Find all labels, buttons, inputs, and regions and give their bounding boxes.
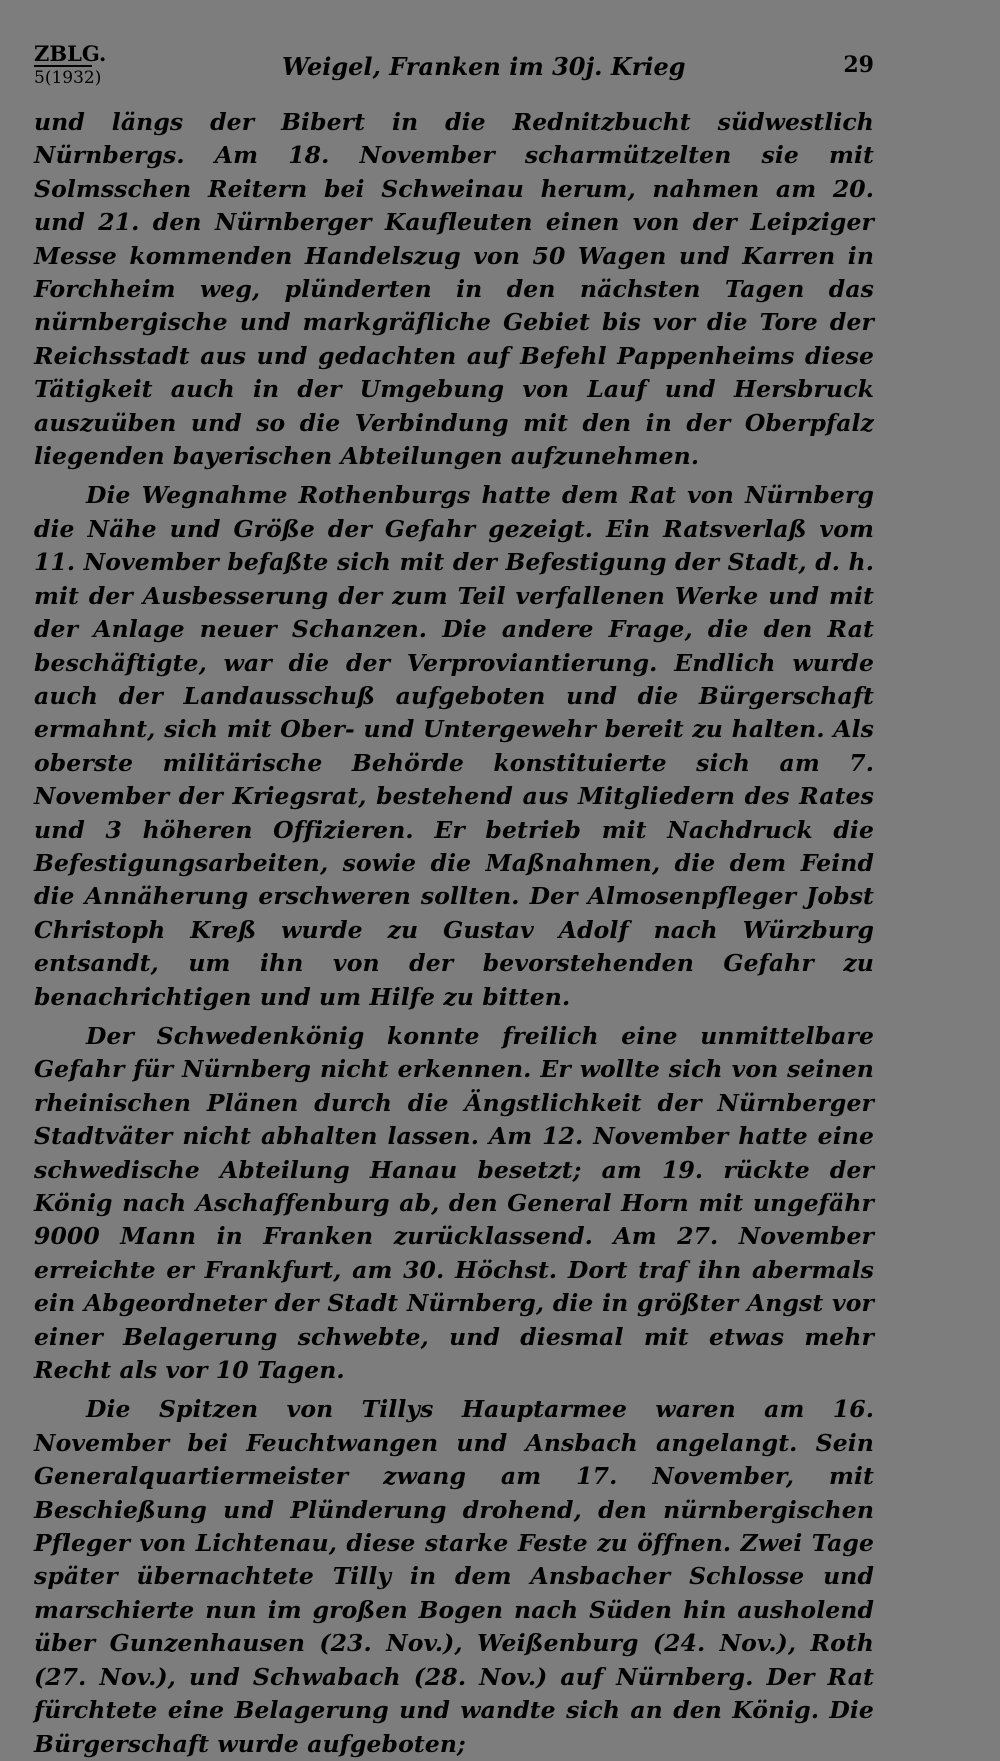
- paragraph-4: Die Spitzen von Tillys Hauptarmee waren am 16. November bei Feuchtwangen und Ansbach angelangt. Sein Generalquartiermeister zwang am 17. November, mit Beschießung und Plünderung drohend, den nürnbergischen Pfleger von Lichtenau, diese starke Feste zu öffnen. Zwei Tage später übernachtete Tilly in dem Ansbacher Schlosse und marschierte nun im großen Bogen nach Süden hin ausholend über Gunzenhausen (23. Nov.), Weißenburg (24. Nov.), Roth (27. Nov.), und Schwabach (28. Nov.) auf Nürnberg. Der Rat fürchtete eine Belagerung und wandte sich an den König. Die Bürgerschaft wurde aufgeboten;: [34, 1395, 874, 1758]
- paragraph-2: Die Wegnahme Rothenburgs hatte dem Rat von Nürnberg die Nähe und Größe der Gefahr gezeigt. Ein Ratsverlaß vom 11. November befaßte sich mit der Befestigung der Stadt, d. h. mit der Ausbesserung der zum Teil verfallenen Werke und mit der Anlage neuer Schanzen. Die andere Frage, die den Rat beschäftigte, war die der Verproviantierung. Endlich wurde auch der Landausschuß aufgeboten und die Bürgerschaft ermahnt, sich mit Ober- und Untergewehr bereit zu halten. Als oberste militärische Behörde konstituierte sich am 7. November der Kriegsrat, bestehend aus Mitgliedern des Rates und 3 höheren Offizieren. Er betrieb mit Nachdruck die Befestigungsarbeiten, sowie die Maßnahmen, die dem Feind die Annäherung erschweren sollten. Der Almosenpfleger Jobst Christoph Kreß wurde zu Gustav Adolf nach Würzburg entsandt, um ihn von der bevorstehenden Gefahr zu benachrichtigen und um Hilfe zu bitten.: [34, 481, 874, 1011]
- journal-volume: 5(1932): [34, 68, 102, 88]
- journal-reference: [34, 41, 107, 89]
- paragraph-3: Der Schwedenkönig konnte freilich eine unmittelbare Gefahr für Nürnberg nicht erkennen. Er wollte sich von seinen rheinischen Plänen durch die Ängstlichkeit der Nürnberger Stadtväter nicht abhalten lassen. Am 12. November hatte eine schwedische Abteilung Hanau besetzt; am 19. rückte der König nach Aschaffenburg ab, den General Horn mit ungefähr 9000 Mann in Franken zurücklassend. Am 27. November erreichte er Frankfurt, am 30. Höchst. Dort traf ihn abermals ein Abgeordneter der Stadt Nürnberg, die in größter Angst vor einer Belagerung schwebte, und diesmal mit etwas mehr Recht als vor 10 Tagen.: [34, 1021, 874, 1385]
- paragraph-1: und längs der Bibert in die Rednitzbucht südwestlich Nürnbergs. Am 18. November scharmützelten sie mit Solmsschen Reitern bei Schweinau herum, nahmen am 20. und 21. den Nürnberger Kaufleuten einen von der Leipziger Messe kommenden Handelszug von 50 Wagen und Karren in Forchheim weg, plünderten in den nächsten Tagen das nürnbergische und markgräfliche Gebiet bis vor die Tore der Reichsstadt aus und gedachten auf Befehl Pappenheims diese Tätigkeit auch in der Umgebung von Lauf und Hersbruck auszuüben und so die Verbindung mit den in der Oberpfalz liegenden bayerischen Abteilungen aufzunehmen.: [34, 108, 874, 471]
- page-number: 29: [843, 52, 874, 78]
- running-title: Weigel, Franken im 30j. Krieg: [282, 52, 686, 81]
- body-text: [34, 106, 874, 1761]
- page-header: [34, 38, 874, 90]
- journal-abbreviation: ZBLG.: [34, 41, 107, 66]
